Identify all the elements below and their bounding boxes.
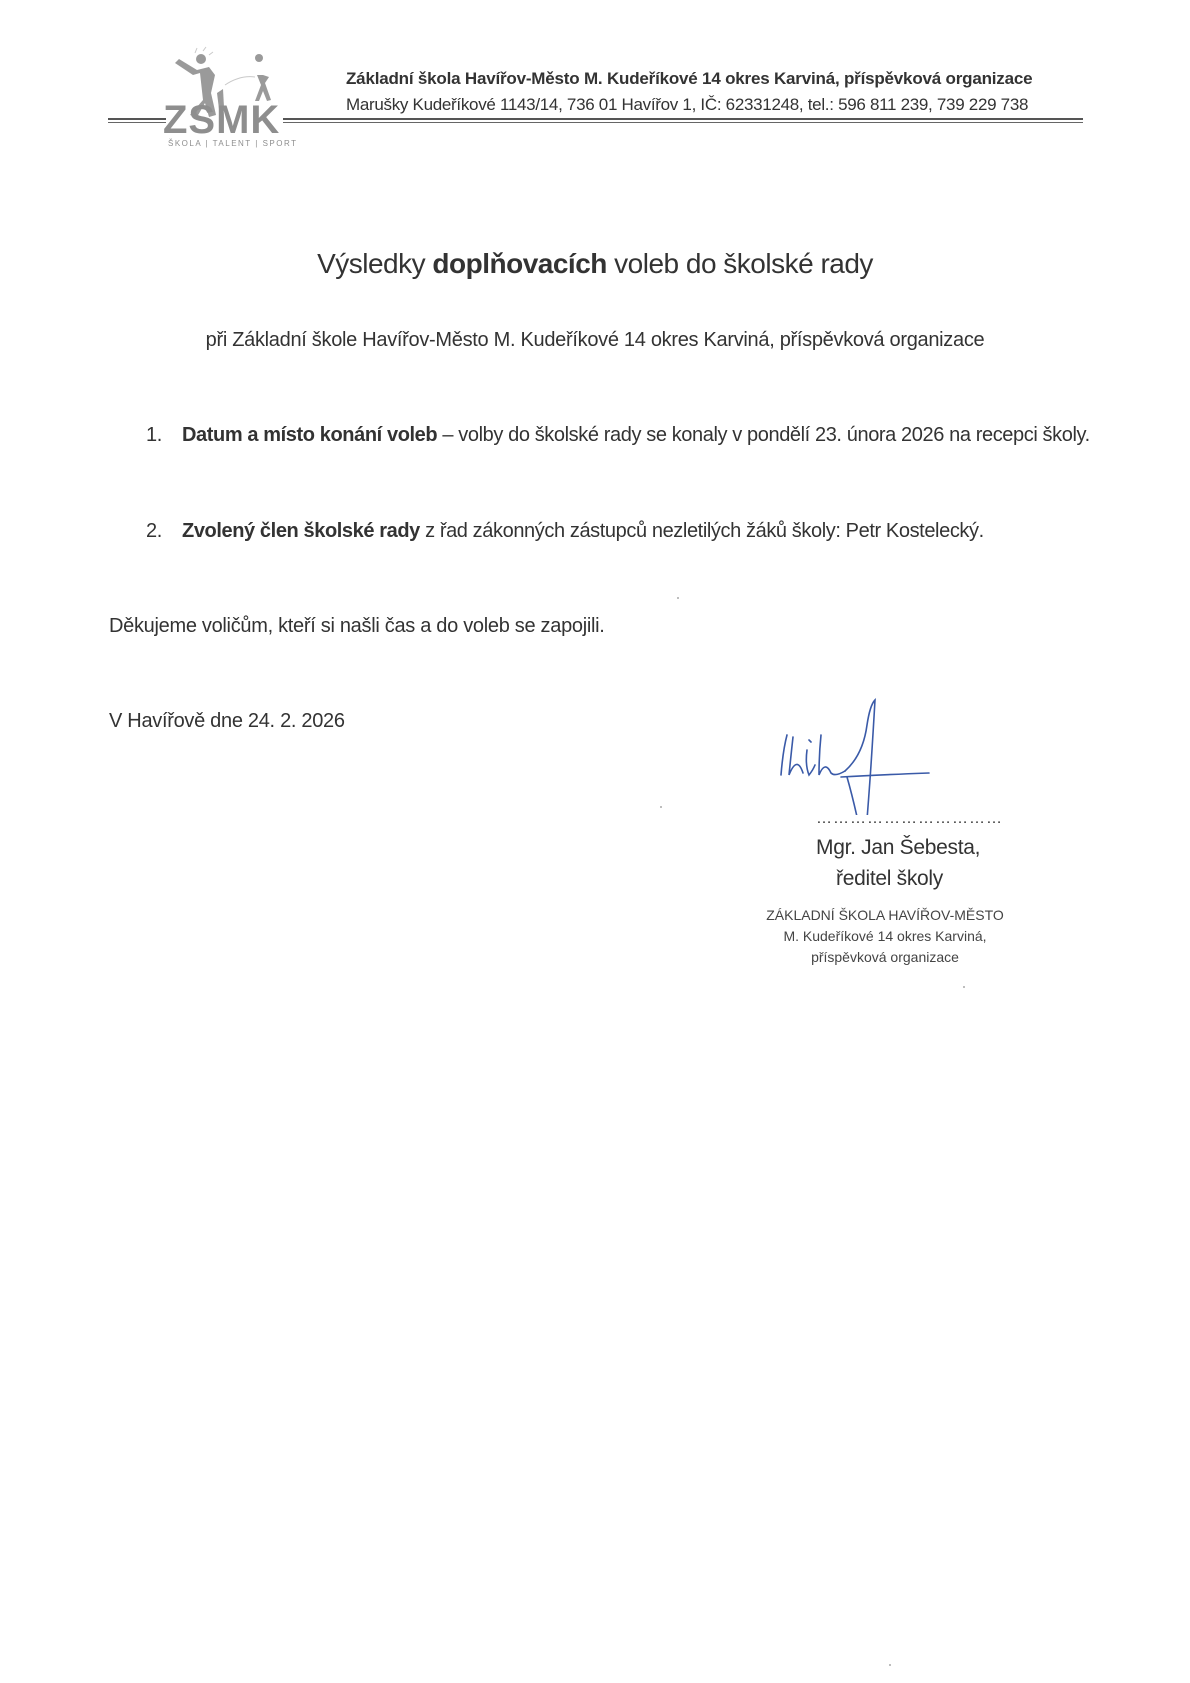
stamp-line-2: M. Kudeříkové 14 okres Karviná, xyxy=(783,928,987,944)
list-rest: – volby do školské rady se konaly v pondělí 23. února 2026 na recepci školy. xyxy=(437,424,1090,446)
scan-speck xyxy=(889,1664,891,1666)
signer-role: ředitel školy xyxy=(836,867,943,890)
title-bold: doplňovacích xyxy=(432,248,607,279)
school-stamp xyxy=(750,905,1020,968)
place-date: V Havířově dne 24. 2. 2026 xyxy=(109,710,345,732)
list-bold: Zvolený člen školské rady xyxy=(182,520,420,542)
list-bold: Datum a místo konání voleb xyxy=(182,424,438,446)
list-rest: z řad zákonných zástupců nezletilých žáků školy: Petr Kostelecký. xyxy=(419,520,984,542)
scan-speck xyxy=(660,806,662,808)
org-address: Marušky Kudeříkové 1143/14, 736 01 Havířov 1, IČ: 62331248, tel.: 596 811 239, 739 229 738 xyxy=(346,95,1029,114)
stamp-line-1: ZÁKLADNÍ ŠKOLA HAVÍŘOV-MĚSTO xyxy=(766,907,1004,923)
header-rule-left xyxy=(108,118,166,120)
header-rule-right-2 xyxy=(283,122,1083,123)
handwritten-signature xyxy=(775,695,995,815)
org-name: Základní škola Havířov-Město M. Kudeříkové 14 okres Karviná, příspěvková organizace xyxy=(346,69,1033,88)
list-number: 1. xyxy=(146,424,162,446)
document-subtitle: při Základní škole Havířov-Město M. Kudeříkové 14 okres Karviná, příspěvková organizace xyxy=(205,329,985,351)
title-prefix: Výsledky xyxy=(317,248,433,279)
signature-line: …………………………… xyxy=(816,810,1003,827)
scan-speck xyxy=(677,597,679,599)
list-text xyxy=(182,419,1092,451)
logo-tagline: ŠKOLA | TALENT | SPORT xyxy=(168,139,298,148)
list-text xyxy=(182,515,1092,547)
signer-name: Mgr. Jan Šebesta, xyxy=(816,836,981,859)
scan-speck xyxy=(963,986,965,988)
header-rule-right xyxy=(283,118,1083,120)
stamp-line-3: příspěvková organizace xyxy=(811,949,959,965)
list-number: 2. xyxy=(146,520,162,542)
document-title xyxy=(0,248,1190,280)
thanks-text: Děkujeme voličům, kteří si našli čas a do voleb se zapojili. xyxy=(109,615,605,637)
logo-text: ZSMK xyxy=(163,98,281,142)
header-rule-left-2 xyxy=(108,122,166,123)
title-suffix: voleb do školské rady xyxy=(606,248,873,279)
